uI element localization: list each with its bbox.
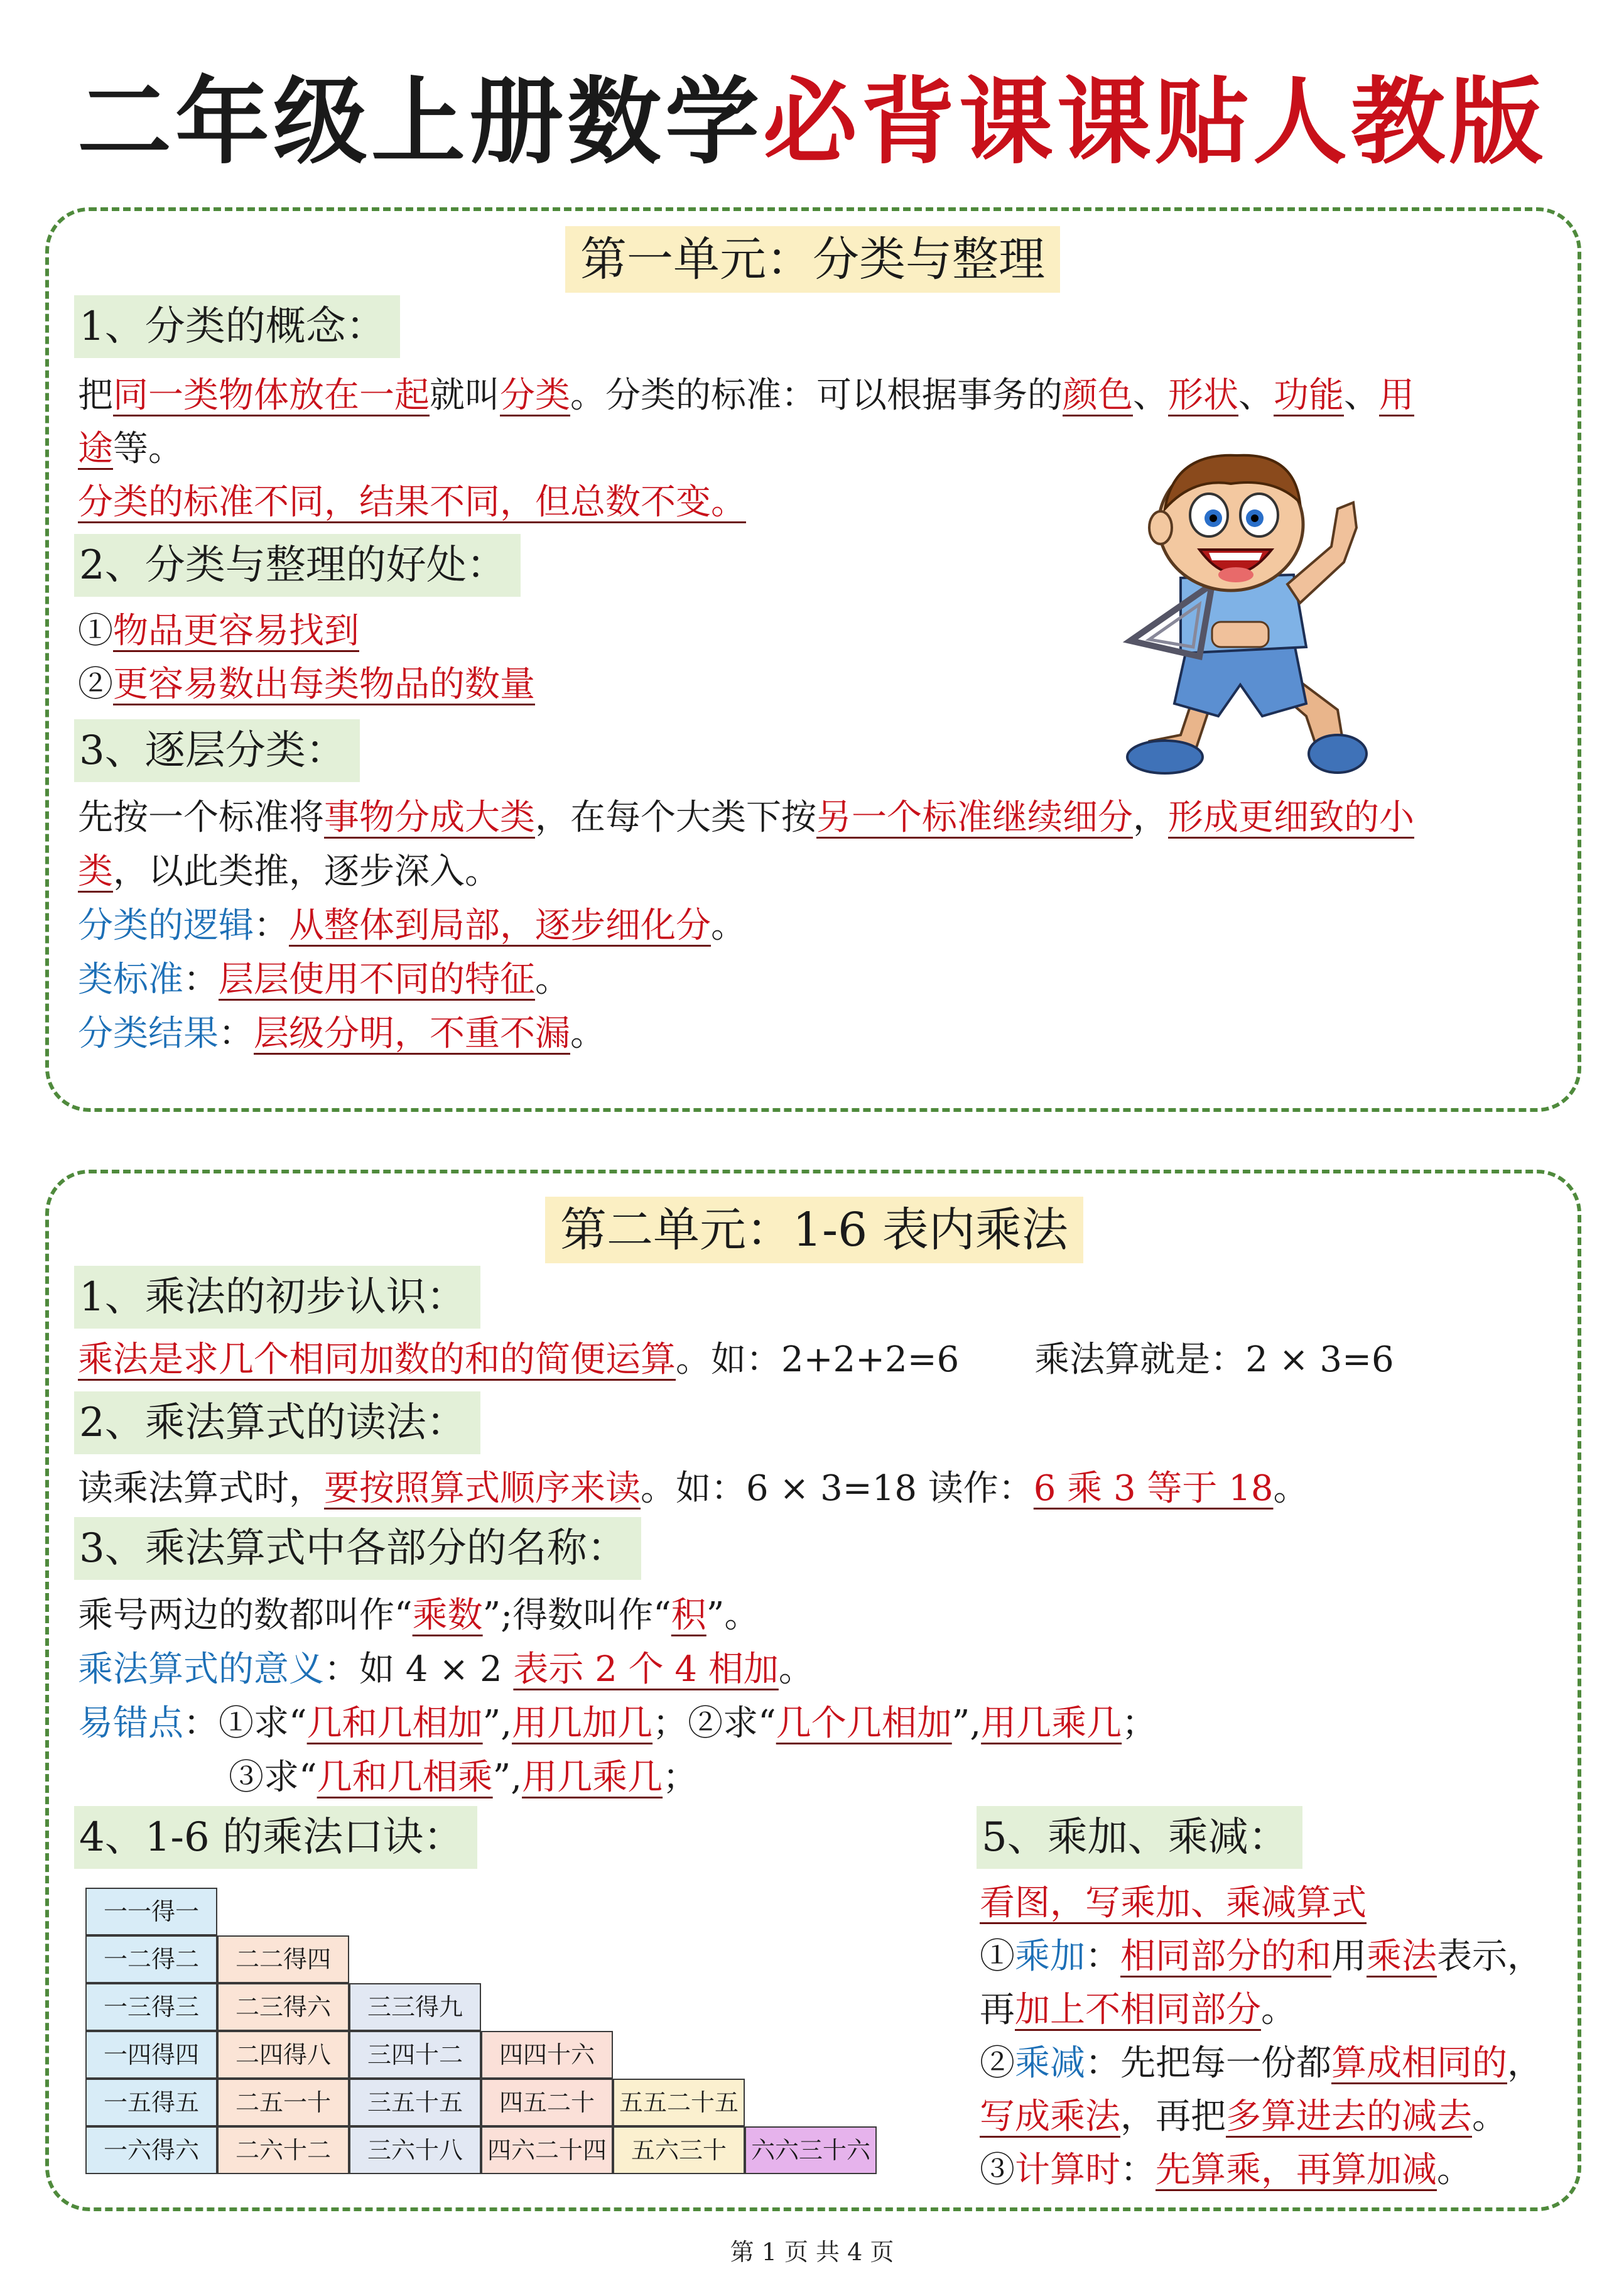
unit2-meaning-line xyxy=(78,1645,814,1695)
text: 。 xyxy=(778,1649,814,1690)
label: 分类的逻辑 xyxy=(78,905,254,946)
unit2-q3 xyxy=(980,1985,1296,2035)
multiplication-table-cell: 三六十八 xyxy=(349,2126,481,2174)
text: ，在每个大类下按 xyxy=(535,797,816,838)
multiplication-table-cell: 二六十二 xyxy=(217,2126,349,2174)
unit1-heading-1: 1、分类的概念： xyxy=(74,295,400,358)
key-phrase: 事物分成大类 xyxy=(324,797,535,838)
text: 。 xyxy=(1261,1989,1296,2030)
text: 。 xyxy=(535,959,570,1000)
text: ”;得数叫作“ xyxy=(482,1595,671,1636)
document-title xyxy=(0,66,1624,179)
text: ，以此类推，逐步深入。 xyxy=(113,851,500,892)
title-black: 二年级上册数学 xyxy=(77,68,763,177)
key-phrase: 层层使用不同的特征 xyxy=(219,959,535,1000)
unit1-benefit-2 xyxy=(78,660,535,710)
text: 。 xyxy=(1273,1468,1309,1509)
key-phrase: 要按照算式顺序来读 xyxy=(324,1468,641,1509)
unit2-heading-2: 2、乘法算式的读法： xyxy=(74,1391,480,1454)
unit2-heading-5: 5、乘加、乘减： xyxy=(977,1806,1302,1869)
text: ： xyxy=(254,905,289,946)
text: ③求“ xyxy=(229,1757,317,1798)
label: 易错点 xyxy=(78,1703,183,1744)
key-phrase: 用几加几 xyxy=(512,1703,653,1744)
unit1-title: 第一单元：分类与整理 xyxy=(565,226,1060,293)
cartoon-boy-illustration xyxy=(1105,440,1382,792)
key-phrase: 几个几相加 xyxy=(776,1703,952,1744)
key-phrase: 分类 xyxy=(500,375,570,416)
label: 乘加 xyxy=(1015,1936,1085,1977)
key-phrase: 形状 xyxy=(1168,375,1238,416)
unit2-q5 xyxy=(980,2092,1507,2142)
text: ”, xyxy=(492,1757,522,1798)
text: 。 xyxy=(570,1013,605,1054)
unit2-q2 xyxy=(980,1932,1542,1982)
text: 用 xyxy=(1331,1936,1367,1977)
text: 、 xyxy=(1133,375,1168,416)
key-phrase: 写成乘法 xyxy=(980,2096,1120,2137)
text: ： xyxy=(1085,1936,1120,1977)
multiplication-table-cell: 三五十五 xyxy=(349,2079,481,2126)
multiplication-table-cell: 一二得二 xyxy=(85,1935,217,1983)
unit2-q6 xyxy=(980,2145,1472,2195)
multiplication-table-cell: 四六二十四 xyxy=(481,2126,613,2174)
text: 读乘法算式时， xyxy=(78,1468,324,1509)
number: ③ xyxy=(980,2150,1015,2190)
page-footer: 第 1 页 共 4 页 xyxy=(730,2238,894,2266)
unit2-heading-3: 3、乘法算式中各部分的名称： xyxy=(74,1517,641,1580)
multiplication-table-cell: 三四十二 xyxy=(349,2031,481,2079)
unit2-names-line xyxy=(78,1591,759,1641)
text: 、 xyxy=(1344,375,1379,416)
unit2-q4 xyxy=(980,2038,1542,2089)
unit2-title: 第二单元：1-6 表内乘法 xyxy=(545,1197,1083,1263)
key-phrase: 几和几相乘 xyxy=(317,1757,493,1798)
multiplication-table-cell: 四四十六 xyxy=(481,2031,613,2079)
unit1-layer-line-1 xyxy=(78,793,1414,843)
key-phrase: 乘法是求几个相同加数的和的简便运算 xyxy=(78,1339,676,1380)
text: 等。 xyxy=(113,428,183,469)
key-phrase: 功能 xyxy=(1274,375,1344,416)
text: ； xyxy=(663,1757,698,1798)
text: 、 xyxy=(1238,375,1274,416)
text: ：如 4 × 2 xyxy=(324,1649,514,1690)
text: 。分类的标准：可以根据事务的 xyxy=(570,375,1063,416)
text: ： xyxy=(183,959,219,1000)
text: 。 xyxy=(1437,2150,1472,2190)
key-phrase: 看图，写乘加、乘减算式 xyxy=(980,1883,1367,1923)
label: 乘减 xyxy=(1015,2043,1085,2084)
label: 分类结果 xyxy=(78,1013,219,1054)
text: ： xyxy=(1120,2150,1156,2190)
key-phrase: 同一类物体放在一起 xyxy=(113,375,430,416)
key-phrase: 相同部分的和 xyxy=(1120,1936,1331,1977)
unit2-heading-1: 1、乘法的初步认识： xyxy=(74,1266,480,1329)
text: 就叫 xyxy=(430,375,500,416)
number: ② xyxy=(980,2043,1015,2084)
key-phrase: 类 xyxy=(78,851,113,892)
unit2-heading-4: 4、1-6 的乘法口诀： xyxy=(74,1806,477,1869)
multiplication-table-cell: 五五二十五 xyxy=(613,2079,745,2126)
text: 再 xyxy=(980,1989,1015,2030)
key-phrase: 更容易数出每类物品的数量 xyxy=(113,664,535,705)
key-phrase: 另一个标准继续细分 xyxy=(816,797,1133,838)
key-phrase: 加上不相同部分 xyxy=(1015,1989,1261,2030)
text: 。如：6 × 3=18 读作： xyxy=(641,1468,1034,1509)
unit1-logic-line xyxy=(78,901,746,951)
text: ， xyxy=(1507,2043,1542,2084)
unit2-mistakes-line-1 xyxy=(78,1699,1157,1749)
number: ① xyxy=(980,1936,1015,1977)
key-phrase: 层级分明，不重不漏 xyxy=(254,1013,570,1054)
number: ② xyxy=(78,664,113,705)
text: 乘法算就是：2 × 3=6 xyxy=(1034,1339,1394,1380)
unit1-benefit-1 xyxy=(78,606,359,656)
key-phrase: 多算进去的减去 xyxy=(1226,2096,1472,2137)
key-phrase: 算成相同的 xyxy=(1331,2043,1507,2084)
key-phrase: 用 xyxy=(1379,375,1414,416)
multiplication-table-cell: 二五一十 xyxy=(217,2079,349,2126)
key-phrase: 物品更容易找到 xyxy=(113,611,359,651)
multiplication-table-cell: 三三得九 xyxy=(349,1983,481,2031)
multiplication-table-cell: 一一得一 xyxy=(85,1888,217,1935)
text: 表示， xyxy=(1437,1936,1542,1977)
unit1-concept-line-2 xyxy=(78,424,183,474)
text: 。 xyxy=(711,905,746,946)
key-phrase: 乘法 xyxy=(1367,1936,1437,1977)
key-phrase: 几和几相加 xyxy=(306,1703,483,1744)
text: 把 xyxy=(78,375,113,416)
label: 类标准 xyxy=(78,959,183,1000)
multiplication-table-cell: 二四得八 xyxy=(217,2031,349,2079)
text: 。如：2+2+2=6 xyxy=(676,1339,960,1380)
multiplication-table-cell: 五六三十 xyxy=(613,2126,745,2174)
key-phrase: 颜色 xyxy=(1063,375,1133,416)
unit2-reading-line xyxy=(78,1464,1308,1514)
title-red: 必背课课贴人教版 xyxy=(763,68,1547,177)
text: ：①求“ xyxy=(183,1703,307,1744)
key-phrase: 用几乘几 xyxy=(981,1703,1122,1744)
unit2-multiplication-concept xyxy=(78,1335,1394,1385)
unit2-q1 xyxy=(980,1878,1367,1929)
text: ，再把 xyxy=(1120,2096,1226,2137)
multiplication-table-cell: 二三得六 xyxy=(217,1983,349,2031)
label: 乘法算式的意义 xyxy=(78,1649,324,1690)
key-phrase: 表示 2 个 4 相加 xyxy=(513,1649,779,1690)
key-phrase: 分类的标准不同，结果不同，但总数不变。 xyxy=(78,482,746,523)
key-phrase: 从整体到局部，逐步细化分 xyxy=(289,905,711,946)
key-phrase: 积 xyxy=(671,1595,706,1636)
text: ； xyxy=(1122,1703,1157,1744)
multiplication-table-cell: 一三得三 xyxy=(85,1983,217,2031)
number: ① xyxy=(78,611,113,651)
multiplication-table-cell: 一四得四 xyxy=(85,2031,217,2079)
key-phrase: 先算乘，再算加减 xyxy=(1156,2150,1437,2190)
text: ， xyxy=(1133,797,1168,838)
key-phrase: 6 乘 3 等于 18 xyxy=(1033,1468,1274,1509)
text: 先按一个标准将 xyxy=(78,797,324,838)
key-phrase: 乘数 xyxy=(412,1595,483,1636)
multiplication-table-cell: 一六得六 xyxy=(85,2126,217,2174)
multiplication-table-cell: 四五二十 xyxy=(481,2079,613,2126)
unit1-concept-line xyxy=(78,371,1414,421)
label: 计算时 xyxy=(1015,2150,1120,2190)
multiplication-table-cell: 一五得五 xyxy=(85,2079,217,2126)
text: 乘号两边的数都叫作“ xyxy=(78,1595,413,1636)
text: ”。 xyxy=(706,1595,760,1636)
unit1-standard-line xyxy=(78,955,570,1005)
key-phrase: 途 xyxy=(78,428,113,469)
unit1-heading-3: 3、逐层分类： xyxy=(74,719,360,782)
key-phrase: 用几乘几 xyxy=(522,1757,663,1798)
text: ；②求“ xyxy=(652,1703,776,1744)
text: 。 xyxy=(1472,2096,1507,2137)
unit1-heading-2: 2、分类与整理的好处： xyxy=(74,534,521,597)
unit1-concept-rule xyxy=(78,477,746,528)
text: ”, xyxy=(482,1703,512,1744)
unit1-layer-line-2 xyxy=(78,847,500,897)
text: ”, xyxy=(951,1703,982,1744)
multiplication-table-cell: 六六三十六 xyxy=(745,2126,877,2174)
text: ：先把每一份都 xyxy=(1085,2043,1331,2084)
text: ： xyxy=(219,1013,254,1054)
multiplication-table-cell: 二二得四 xyxy=(217,1935,349,1983)
unit1-result-line xyxy=(78,1009,605,1059)
unit2-mistakes-line-2 xyxy=(229,1753,698,1803)
key-phrase: 形成更细致的小 xyxy=(1168,797,1414,838)
